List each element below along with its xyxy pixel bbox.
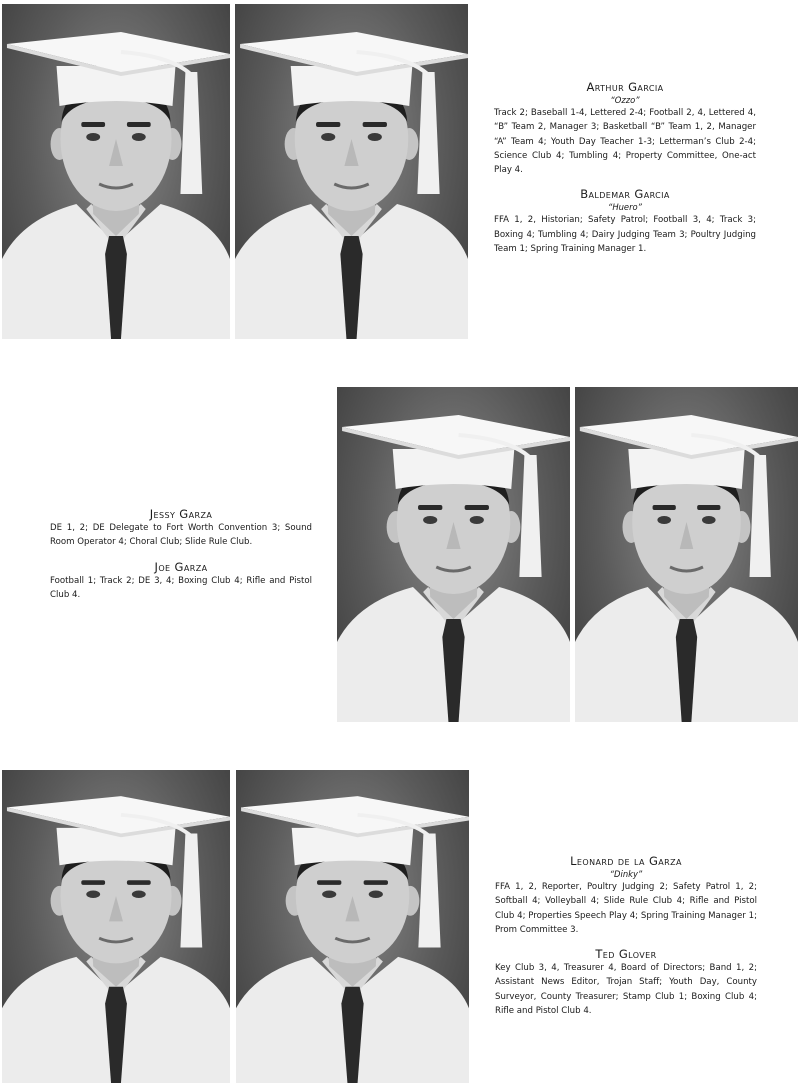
- portrait-joe-garza: [575, 387, 798, 722]
- student-activities: FFA 1, 2, Historian; Safety Patrol; Football 3, 4; Track 3; Boxing 4; Tumbling 4; Dairy Judging Team 3; Poultry Judging Team 1; Spring Training Manager 1.: [494, 215, 756, 254]
- bio-block-middle: [50, 505, 312, 602]
- student-name: Arthur Garcia: [586, 80, 664, 94]
- student-name: Baldemar Garcia: [580, 187, 670, 202]
- student-nickname: “Dinky”: [609, 869, 643, 880]
- portrait-baldemar-garcia: [235, 4, 468, 339]
- student-nickname: “Ozzo”: [610, 95, 640, 106]
- student-name: Joe Garza: [154, 559, 208, 574]
- student-nickname: “Huero”: [607, 202, 642, 213]
- portrait-leonard-de-la-garza: [2, 770, 230, 1083]
- student-activities: DE 1, 2; DE Delegate to Fort Worth Convention 3; Sound Room Operator 4; Choral Club; Slide Rule Club.: [50, 523, 312, 548]
- bio-block-top: [494, 78, 756, 256]
- student-name: Ted Glover: [595, 947, 657, 962]
- student-activities: FFA 1, 2, Reporter, Poultry Judging 2; Safety Patrol 1, 2; Softball 4; Volleyball 4; Slide Rule Club 4; Rifle and Pistol Club 4; Properties Speech Play 4; Spring Training Manager 1; Prom Committee 3.: [495, 882, 757, 935]
- portrait-arthur-garcia: [2, 4, 230, 339]
- student-activities: Key Club 3, 4, Treasurer 4, Board of Directors; Band 1, 2; Assistant News Editor, Trojan Staff; Youth Day, County Surveyor, County Treasurer; Stamp Club 1; Boxing Club 4; Rifle and Pistol Club 4.: [495, 963, 757, 1016]
- bio-block-bottom: [495, 852, 757, 1018]
- student-activities: Football 1; Track 2; DE 3, 4; Boxing Club 4; Rifle and Pistol Club 4.: [50, 575, 312, 601]
- student-name: Leonard de la Garza: [570, 854, 682, 868]
- student-activities: Track 2; Baseball 1-4, Lettered 2-4; Football 2, 4, Lettered 4, “B” Team 2, Manager 3; Basketball “B” Team 1, 2, Manager “A” Team 4; Youth Day Teacher 1-3; Letterman’s Club 2-4; Science Club 4; Tumbling 4; Property Committee, One-act Play 4.: [494, 108, 756, 176]
- portrait-ted-glover: [236, 770, 469, 1083]
- portrait-jessy-garza: [337, 387, 570, 722]
- student-name: Jessy Garza: [149, 507, 213, 521]
